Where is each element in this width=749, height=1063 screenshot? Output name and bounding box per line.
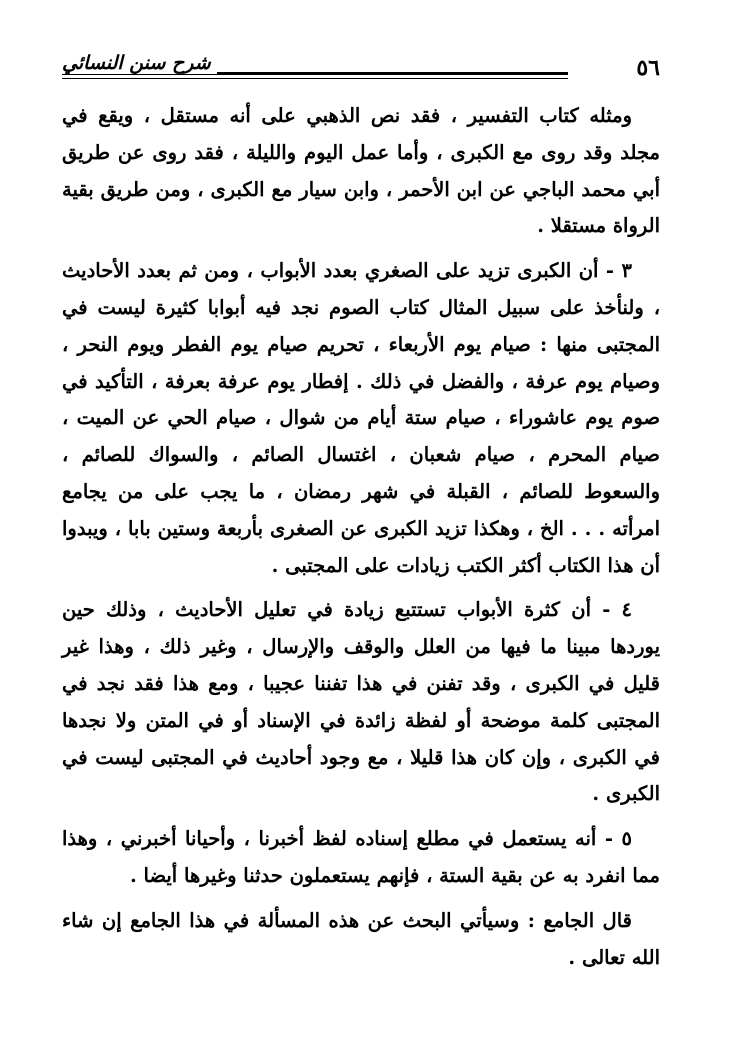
- paragraph-5: قال الجامع : وسيأتي البحث عن هذه المسألة في هذا الجامع إن شاء الله تعالى .: [62, 908, 660, 969]
- paragraph-2: ٣ - أن الكبرى تزيد على الصغري بعدد الأبواب ، ومن ثم بعدد الأحاديث ، ولنأخذ على سبيل المثال كتاب الصوم نجد فيه أبوابا كثيرة ليست في المجتبى منها : صيام يوم الأربعاء ، تحريم صيام يوم الفطر ويوم النحر ، وصيام يوم عرفة ، والفضل في ذلك . إفطار يوم عرفة بعرفة ، التأكيد في صوم يوم عاشوراء ، صيام ستة أيام من شوال ، صيام الحي عن الميت ، صيام المحرم ، صيام شعبان ، اغتسال الصائم ، والسواك للصائم ، والسعوط للصائم ، القبلة في شهر رمضان ، ما يجب على من يجامع امرأته . . . الخ ، وهكذا تزيد الكبرى عن الصغرى بأربعة وستين بابا ، ويبدوا أن هذا الكتاب أكثر الكتب زيادات على المجتبى .: [62, 259, 660, 577]
- paragraph-4: ٥ - أنه يستعمل في مطلع إسناده لفظ أخبرنا ، وأحيانا أخبرني ، وهذا مما انفرد به عن بقية الستة ، فإنهم يستعملون حدثنا وغيرها أيضا .: [62, 827, 660, 887]
- page-body: [62, 98, 660, 976]
- page-number: ٥٦: [630, 56, 660, 80]
- page-header: [62, 52, 660, 86]
- header-rule-thin: [62, 78, 568, 79]
- paragraph-3: ٤ - أن كثرة الأبواب تستتبع زيادة في تعليل الأحاديث ، وذلك حين يوردها مبينا ما فيها من العلل والوقف والإرسال ، وغير ذلك ، وهذا غير قليل في الكبرى ، وقد تفنن في هذا تفننا عجيبا ، ومع هذا فقد نجد في المجتبى كلمة موضحة أو لفظة زائدة في الإسناد أو في المتن ولا نجدها في الكبرى ، وإن كان هذا قليلا ، مع وجود أحاديث في المجتبى ليست في الكبرى .: [62, 598, 660, 806]
- book-title: شرح سنن النسائي: [62, 52, 217, 74]
- paragraph-1: ومثله كتاب التفسير ، فقد نص الذهبي على أنه مستقل ، ويقع في مجلد وقد روى مع الكبرى ، وأما عمل اليوم والليلة ، فقد روى عن طريق أبي محمد الباجي عن ابن الأحمر ، وابن سيار مع الكبرى ، ومن طريق بقية الرواة مستقلا .: [62, 104, 660, 238]
